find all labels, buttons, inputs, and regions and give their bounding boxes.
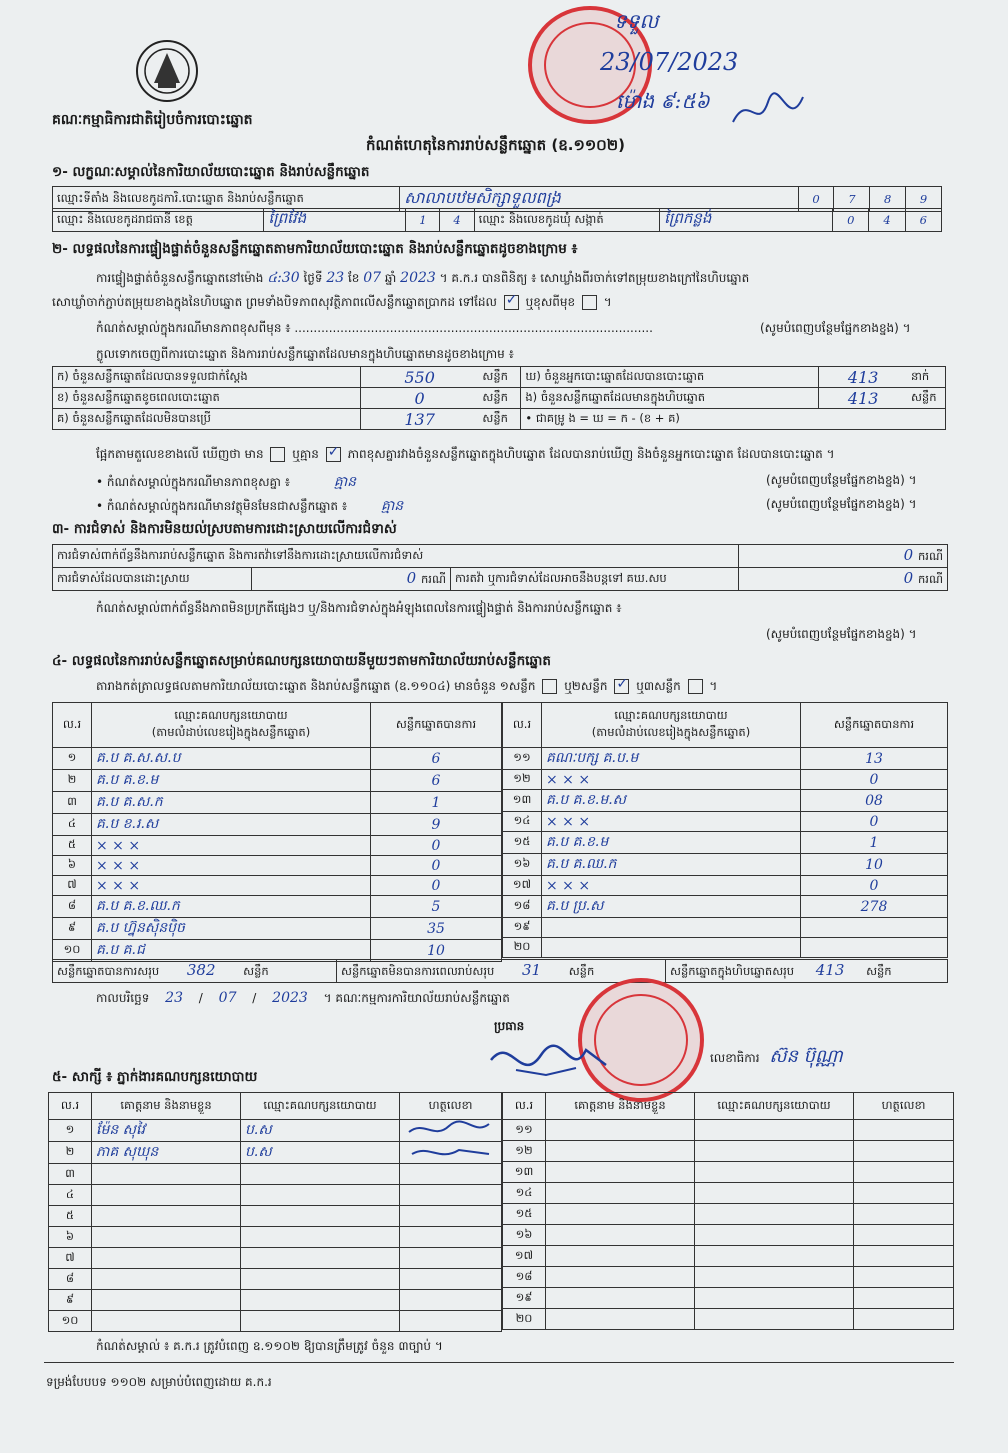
party-results-right <box>502 702 948 958</box>
party-name: គ.ប គ.ជ <box>92 940 371 962</box>
date-year: 2023 <box>272 990 308 1006</box>
witness-party <box>695 1309 854 1330</box>
witness-name <box>546 1204 695 1225</box>
form-title: កំណត់ហេតុនៃការរាប់សន្លឹកឆ្នោត (ឧ.១១០២) <box>366 136 626 154</box>
commune-code-3: 6 <box>905 209 941 232</box>
party-row <box>503 832 948 854</box>
witness-signature <box>854 1288 954 1309</box>
secretary-line: លេខាធិការ ស៊ន ប៊ុណ្ណា <box>710 1046 843 1067</box>
section1-heading: ១- លក្ខណៈសម្គាល់នៃការិយាល័យបោះឆ្នោត និងរាប់សន្លឹកឆ្នោត <box>52 164 370 180</box>
witness-name: ម៉ែន សុវៃ <box>92 1120 241 1142</box>
resolved-label: ការជំទាស់ដែលបានដោះស្រាយ <box>53 568 252 591</box>
witness-party <box>241 1164 400 1185</box>
secretary-name: ស៊ន ប៊ុណ្ណា <box>769 1046 843 1067</box>
party-row <box>53 814 502 836</box>
witness-signature <box>854 1309 954 1330</box>
note-a-fill: (សូមបំពេញបន្ថែមផ្នែកខាងខ្នង) ។ <box>766 473 917 487</box>
receipt-note-date: 23/07/2023 <box>600 48 739 76</box>
party-name: គ.ប គ.ស.ក <box>92 792 371 814</box>
row-number: ៨ <box>53 896 92 918</box>
objection-label: ការជំទាស់ពាក់ព័ន្ធនឹងការរាប់សន្លឹកឆ្នោត និងការតវ៉ាទៅនឹងការដោះស្រាយលើការជំទាស់ <box>53 545 739 568</box>
row-number: ១៧ <box>503 876 542 896</box>
total-valid-value: 382 <box>186 961 216 979</box>
row-number: ៦ <box>53 856 92 876</box>
location-value: សាលាបឋមសិក្សាទួលពង្រ <box>400 187 798 212</box>
row-number: ១៧ <box>503 1246 546 1267</box>
objection-fill: (សូមបំពេញបន្ថែមផ្នែកខាងខ្នង) ។ <box>766 627 917 641</box>
party-votes: 10 <box>801 854 948 876</box>
witness-party <box>695 1141 854 1162</box>
witness-row <box>503 1162 954 1183</box>
witness-name <box>546 1267 695 1288</box>
party-votes: 10 <box>371 940 502 962</box>
row-number: ២០ <box>503 1309 546 1330</box>
witness-signature <box>854 1225 954 1246</box>
row-number: ៧ <box>53 876 92 896</box>
witness-party <box>241 1311 400 1332</box>
witness-name <box>92 1290 241 1311</box>
witness-signature <box>400 1269 502 1290</box>
row-number: ១១ <box>503 1120 546 1141</box>
row-number: ១៣ <box>503 790 542 812</box>
row-number: ១៤ <box>503 812 542 832</box>
has-difference-checkbox[interactable] <box>270 447 285 462</box>
party-row <box>53 876 502 896</box>
date-line: កាលបរិច្ឆេទ 23 / 07 / 2023 ។ គណៈកម្មការការិយាល័យរាប់សន្លឹកឆ្នោត <box>96 990 510 1006</box>
appeal-value: 0 ករណី <box>739 568 948 591</box>
party-votes: 5 <box>371 896 502 918</box>
col-party: ឈ្មោះគណបក្សនយោបាយ (តាមលំដាប់លេខរៀងក្នុងសន្លឹកឆ្នោត) <box>542 703 801 748</box>
witness-signature <box>400 1227 502 1248</box>
party-row <box>503 854 948 876</box>
col-name: គោត្តនាម និងនាមខ្លួន <box>546 1093 695 1120</box>
witness-party <box>241 1206 400 1227</box>
row-number: ១៥ <box>503 1204 546 1225</box>
box-ballots-value: 413 <box>819 388 907 409</box>
two-sheet-checkbox[interactable] <box>614 679 629 694</box>
witness-row <box>503 1204 954 1225</box>
compare-line: ផ្អែកតាមតួលេខខាងលើ ឃើញថា មាន ឬគ្មាន ✓ ភាពខុសគ្នារវាងចំនួនសន្លឹកឆ្នោតក្នុងហិបឆ្នោត ដែលបានរាប់ឃើញ និងចំនួនអ្នកបោះឆ្នោត ដែលបានបោះឆ្នោត ។ <box>96 446 835 464</box>
party-votes: 0 <box>371 876 502 896</box>
col-signature: ហត្ថលេខា <box>854 1093 954 1120</box>
chief-signature <box>486 1030 616 1090</box>
witness-row <box>49 1185 502 1206</box>
witness-row <box>49 1248 502 1269</box>
witness-name <box>546 1183 695 1204</box>
date-month: 07 <box>218 990 237 1006</box>
col-votes: សន្លឹកឆ្នោតបានការ <box>801 703 948 748</box>
party-row <box>503 896 948 918</box>
party-name: គ.ប គ.ស.ស.ប <box>92 748 371 770</box>
commune-code-2: 4 <box>869 209 905 232</box>
party-row <box>53 748 502 770</box>
party-votes: 0 <box>371 856 502 876</box>
unused-ballots-value: 137 <box>360 409 478 430</box>
footer-divider <box>44 1362 954 1363</box>
party-votes <box>801 918 948 938</box>
witness-name <box>546 1225 695 1246</box>
verify-month: 07 <box>363 270 382 286</box>
row-number: ៩ <box>49 1290 92 1311</box>
formula-text: • ជាគម្រូ ង = ឃ = ក - (ខ + គ) <box>521 409 946 430</box>
witness-party <box>695 1120 854 1141</box>
witness-party <box>241 1185 400 1206</box>
witness-party <box>695 1288 854 1309</box>
witness-signature <box>854 1204 954 1225</box>
receipt-signature <box>728 82 808 142</box>
witness-name <box>92 1164 241 1185</box>
section4-heading: ៤- លទ្ធផលនៃការរាប់សន្លឹកឆ្នោតសម្រាប់គណបក្សនយោបាយនីមួយៗតាមការិយាល័យរាប់សន្លឹកឆ្នោត <box>52 653 551 669</box>
difference-fill-note: (សូមបំពេញបន្ថែមផ្នែកខាងខ្នង) ។ <box>760 321 911 335</box>
section3-heading: ៣- ការជំទាស់ និងការមិនយល់ស្របតាមការដោះស្រាយលើការជំទាស់ <box>52 521 397 537</box>
org-name: គណៈកម្មាធិការជាតិរៀបចំការបោះឆ្នោត <box>52 112 253 128</box>
party-row <box>53 792 502 814</box>
party-name <box>542 918 801 938</box>
witness-name: ភាគ សុឃុន <box>92 1142 241 1164</box>
witness-signature <box>854 1183 954 1204</box>
witness-row <box>49 1311 502 1332</box>
row-number: ១០ <box>53 940 92 962</box>
row-number: ១៨ <box>503 896 542 918</box>
witness-name <box>546 1309 695 1330</box>
note-b-line: • កំណត់សម្គាល់ក្នុងករណីមានវត្ថុមិនមែនជាសន្លឹកឆ្នោត ៖ គ្មាន <box>96 498 404 514</box>
appeal-label: ការតវ៉ា ឬការជំទាស់ដែលអាចនឹងបន្តទៅ គឃ.សប <box>451 568 739 591</box>
witness-name <box>92 1269 241 1290</box>
row-number: ១៥ <box>503 832 542 854</box>
witness-row <box>503 1120 954 1141</box>
party-name: × × × <box>92 876 371 896</box>
province-label: ឈ្មោះ និងលេខកូដរាជធានី ខេត្ត <box>53 209 264 232</box>
party-results-left <box>52 702 502 962</box>
witness-name <box>92 1248 241 1269</box>
witness-party <box>241 1248 400 1269</box>
verify-time: ៤:30 <box>267 270 300 286</box>
party-name: គ.ប ខ.រ.ស <box>92 814 371 836</box>
seal-changed-checkbox[interactable] <box>582 295 597 310</box>
party-votes: 9 <box>371 814 502 836</box>
witness-name <box>92 1227 241 1248</box>
col-party: ឈ្មោះគណបក្សនយោបាយ (តាមលំដាប់លេខរៀងក្នុងសន្លឹកឆ្នោត) <box>92 703 371 748</box>
resolved-value: 0 ករណី <box>252 568 451 591</box>
party-name: គ.ប ប្រ.ស <box>542 896 801 918</box>
witness-party <box>241 1269 400 1290</box>
party-row <box>53 836 502 856</box>
witness-signature <box>400 1311 502 1332</box>
party-votes: 13 <box>801 748 948 770</box>
witness-signature <box>854 1267 954 1288</box>
witness-signature-2 <box>404 1142 494 1164</box>
party-votes <box>801 938 948 958</box>
party-votes: 6 <box>371 748 502 770</box>
party-votes: 0 <box>801 812 948 832</box>
section2-heading: ២- លទ្ធផលនៃការផ្ទៀងផ្ទាត់ចំនួនសន្លឹកឆ្នោតតាមការិយាល័យបោះឆ្នោត និងរាប់សន្លឹកឆ្នោតដូចខាងក្រោម ៖ <box>52 241 578 257</box>
party-name: គ.ប គ.ខ.ម <box>92 770 371 792</box>
one-sheet-checkbox[interactable] <box>542 679 557 694</box>
received-ballots-value: 550 <box>360 367 478 388</box>
party-row <box>503 876 948 896</box>
row-number: ១៣ <box>503 1162 546 1183</box>
witness-name <box>92 1311 241 1332</box>
nec-emblem-icon <box>134 38 200 104</box>
witness-row <box>503 1183 954 1204</box>
receipt-note-time: ម៉ោង ៩:៥៦ <box>616 89 710 113</box>
party-votes: 0 <box>371 836 502 856</box>
row-number: ១ <box>49 1120 92 1142</box>
witness-row <box>503 1246 954 1267</box>
party-row <box>53 856 502 876</box>
party-row <box>53 770 502 792</box>
party-votes: 278 <box>801 896 948 918</box>
party-name: × × × <box>92 856 371 876</box>
commune-label: ឈ្មោះ និងលេខកូដឃុំ សង្កាត់ <box>474 209 659 232</box>
province-value: ព្រៃវែង <box>264 209 406 232</box>
voters-value: 413 <box>819 367 907 388</box>
chief-label: ប្រធាន <box>494 1019 525 1033</box>
province-code-1: 1 <box>406 209 440 232</box>
total-invalid-value: 31 <box>521 961 542 979</box>
row-number: ៩ <box>53 918 92 940</box>
col-name: គោត្តនាម និងនាមខ្លួន <box>92 1093 241 1120</box>
witness-name <box>546 1141 695 1162</box>
form-reference: ទម្រង់បែបបទ ១១០២ សម្រាប់បំពេញដោយ គ.ក.រ <box>46 1375 272 1389</box>
voters-label: ឃ) ចំនួនអ្នកបោះឆ្នោតដែលបានបោះឆ្នោត <box>521 367 819 388</box>
row-number: ១៤ <box>503 1183 546 1204</box>
party-votes: 1 <box>371 792 502 814</box>
row-number: ៤ <box>53 814 92 836</box>
witness-row <box>503 1288 954 1309</box>
row-number: ៣ <box>49 1164 92 1185</box>
spoiled-ballots-label: ខ) ចំនួនសន្លឹកឆ្នោតខូចពេលបោះឆ្នោត <box>53 388 361 409</box>
total-valid: សន្លឹកឆ្នោតបានការសរុប 382 សន្លឹក <box>53 960 337 983</box>
row-number: ១៩ <box>503 918 542 938</box>
row-number: ២០ <box>503 938 542 958</box>
party-row <box>503 812 948 832</box>
party-name: × × × <box>542 876 801 896</box>
col-party: ឈ្មោះគណបក្សនយោបាយ <box>695 1093 854 1120</box>
location-code-1: 0 <box>798 187 834 212</box>
witness-signature <box>400 1185 502 1206</box>
party-votes: 0 <box>801 770 948 790</box>
witness-name <box>546 1288 695 1309</box>
row-number: ១ <box>53 748 92 770</box>
witness-name <box>546 1246 695 1267</box>
objection-value: 0 ករណី <box>739 545 948 568</box>
party-name: គ.ប គ.ខ.ម.ស <box>542 790 801 812</box>
party-name: គ.ប ហ្វ៊ុនស៊ិនប៉ិច <box>92 918 371 940</box>
verify-year: 2023 <box>400 270 436 286</box>
party-row <box>503 938 948 958</box>
verify-day: 23 <box>326 270 345 286</box>
footer-note: កំណត់សម្គាល់ ៖ គ.ក.រ ត្រូវបំពេញ ឧ.១១០២ ឱ្យបានត្រឹមត្រូវ ចំនួន ៣ច្បាប់ ។ <box>96 1339 443 1353</box>
row-number: ១៩ <box>503 1288 546 1309</box>
party-votes: 35 <box>371 918 502 940</box>
witness-signature <box>854 1141 954 1162</box>
witness-party: ប.ស <box>241 1120 400 1142</box>
party-row <box>503 770 948 790</box>
row-number: ៥ <box>53 836 92 856</box>
row-number: ១១ <box>503 748 542 770</box>
col-no: ល.រ <box>503 1093 546 1120</box>
witness-party <box>695 1225 854 1246</box>
col-no: ល.រ <box>49 1093 92 1120</box>
party-name: × × × <box>542 812 801 832</box>
section1-table-row2 <box>52 208 942 232</box>
date-day: 23 <box>165 990 183 1006</box>
spoiled-ballots-value: 0 <box>360 388 478 409</box>
witness-name <box>92 1185 241 1206</box>
row-number: ៦ <box>49 1227 92 1248</box>
total-invalid: សន្លឹកឆ្នោតមិនបានការពេលរាប់សរុប 31 សន្លឹក <box>337 960 666 983</box>
total-box-value: 413 <box>815 961 845 979</box>
location-code-4: 9 <box>906 187 942 212</box>
objection-table <box>52 544 948 591</box>
col-signature: ហត្ថលេខា <box>400 1093 502 1120</box>
total-box: សន្លឹកឆ្នោតក្នុងហិបឆ្នោតសរុប 413 សន្លឹក <box>666 960 948 983</box>
note-b-fill: (សូមបំពេញបន្ថែមផ្នែកខាងខ្នង) ។ <box>766 497 917 511</box>
commune-code-1: 0 <box>833 209 869 232</box>
verification-line: ការផ្ទៀងផ្ទាត់ចំនួនសន្លឹកឆ្នោតនៅម៉ោង ៤:30 ថ្ងៃទី 23 ខែ 07 ឆ្នាំ 2023 ។ គ.ក.រ បានពិនិត្យ ៖ សោឃ្លាំងពីរចាក់ទៅតម្រុយខាងក្រៅនៃហិបឆ្នោត <box>96 270 750 286</box>
witness-party <box>695 1246 854 1267</box>
location-code-3: 8 <box>870 187 906 212</box>
witness-name <box>92 1206 241 1227</box>
col-votes: សន្លឹកឆ្នោតបានការ <box>371 703 502 748</box>
results-intro: ក្លូលទោកចេញពីការបោះឆ្នោត និងការរាប់សន្លឹកឆ្នោតដែលមានក្នុងហិបឆ្នោតមានដូចខាងក្រោម ៖ <box>96 347 514 361</box>
box-ballots-label: ង) ចំនួនសន្លឹកឆ្នោតដែលមានក្នុងហិបឆ្នោត <box>521 388 819 409</box>
witness-party <box>695 1267 854 1288</box>
witness-row <box>49 1227 502 1248</box>
witness-table-right <box>502 1092 954 1330</box>
witness-row <box>49 1206 502 1227</box>
receipt-note-top: ទទួល <box>614 9 659 33</box>
witness-party <box>241 1290 400 1311</box>
row-number: ១៦ <box>503 854 542 876</box>
row-number: ១២ <box>503 770 542 790</box>
witness-row <box>503 1141 954 1162</box>
province-code-2: 4 <box>440 209 474 232</box>
section5-heading: ៥- សាក្សី ៖ ភ្នាក់ងារគណបក្សនយោបាយ <box>52 1069 258 1085</box>
row-number: ១៦ <box>503 1225 546 1246</box>
totals-row <box>52 959 948 983</box>
party-name: គ.ប គ.ខ.ម <box>542 832 801 854</box>
witness-row <box>503 1225 954 1246</box>
witness-party <box>695 1183 854 1204</box>
party-votes: 08 <box>801 790 948 812</box>
col-no: ល.រ <box>503 703 542 748</box>
witness-signature <box>400 1248 502 1269</box>
tally-intro: តារាងកត់ត្រាលទ្ធផលតាមការិយាល័យបោះឆ្នោត និងរាប់សន្លឹកឆ្នោត (ឧ.១១០៤) មានចំនួន ១សន្លឹក ឬ២សន្លឹក ✓ ឬ៣សន្លឹក ។ <box>96 678 717 696</box>
party-name: គណៈបក្ស គ.ប.ម <box>542 748 801 770</box>
seal-line: សោឃ្លាំចាក់ភ្ជាប់តម្រុយខាងក្នុងនៃហិបឆ្នោត ព្រមទាំងបិទភាពសុវត្ថិភាពលើសន្លឹកឆ្នោតប្រាកដ ទៅដែល ✓ ឬខុសពីមុខ ។ <box>52 294 612 312</box>
unused-ballots-label: គ) ចំនួនសន្លឹកឆ្នោតដែលមិនបានប្រើ <box>53 409 361 430</box>
party-name <box>542 938 801 958</box>
row-number: ៨ <box>49 1269 92 1290</box>
party-row <box>503 790 948 812</box>
row-number: ៣ <box>53 792 92 814</box>
party-row <box>503 748 948 770</box>
witness-signature <box>854 1162 954 1183</box>
row-number: ១៨ <box>503 1267 546 1288</box>
witness-party <box>695 1204 854 1225</box>
three-sheet-checkbox[interactable] <box>688 679 703 694</box>
party-votes: 0 <box>801 876 948 896</box>
witness-row <box>503 1267 954 1288</box>
received-ballots-label: ក) ចំនួនសន្លឹកឆ្នោតដែលបានទទួលជាក់ស្តែង <box>53 367 361 388</box>
party-row <box>53 918 502 940</box>
row-number: ២ <box>49 1142 92 1164</box>
row-number: ១២ <box>503 1141 546 1162</box>
witness-party <box>241 1227 400 1248</box>
row-number: ៤ <box>49 1185 92 1206</box>
witness-party: ប.ស <box>241 1142 400 1164</box>
party-votes: 1 <box>801 832 948 854</box>
objection-note: កំណត់សម្គាល់ពាក់ព័ន្ធនឹងភាពមិនប្រក្រតីផ្សេងៗ ឬ/និងការជំទាស់ក្នុងអំឡុងពេលនៃការផ្ទៀងផ្ទាត់ និងការរាប់សន្លឹកឆ្នោត ៖ <box>96 601 622 615</box>
party-votes: 6 <box>371 770 502 792</box>
seal-intact-checkbox[interactable] <box>504 295 519 310</box>
party-name: គ.ប គ.ខ.ឈ.ក <box>92 896 371 918</box>
row-number: ៧ <box>49 1248 92 1269</box>
row-number: ២ <box>53 770 92 792</box>
witness-signature <box>400 1206 502 1227</box>
commune-value: ព្រៃកន្លង់ <box>660 209 833 232</box>
difference-note-line: កំណត់សម្គាល់ក្នុងករណីមានភាពខុសពីមុន ៖ .............................................................................................. <box>96 321 653 335</box>
party-name: × × × <box>542 770 801 790</box>
witness-signature <box>854 1120 954 1141</box>
note-a-value: គ្មាន <box>333 474 357 490</box>
witness-name <box>546 1162 695 1183</box>
row-number: ១០ <box>49 1311 92 1332</box>
witness-row <box>49 1164 502 1185</box>
witness-row <box>503 1309 954 1330</box>
party-name: × × × <box>92 836 371 856</box>
witness-row <box>49 1290 502 1311</box>
row-number: ៥ <box>49 1206 92 1227</box>
witness-signature-1 <box>404 1118 494 1142</box>
location-label: ឈ្មោះទីតាំង និងលេខកូដការិ.បោះឆ្នោត និងរាប់សន្លឹកឆ្នោត <box>53 187 400 212</box>
party-row <box>503 918 948 938</box>
no-difference-checkbox[interactable] <box>326 447 341 462</box>
col-party: ឈ្មោះគណបក្សនយោបាយ <box>241 1093 400 1120</box>
ballot-count-table: ក) ចំនួនសន្លឹកឆ្នោតដែលបានទទួលជាក់ស្តែង 550 សន្លឹក ឃ) ចំនួនអ្នកបោះឆ្នោតដែលបានបោះឆ្នោត 413 នាក់ ខ) ចំនួនសន្លឹកឆ្នោតខូចពេលបោះឆ្នោត 0 សន្លឹក ង) ចំនួនសន្លឹកឆ្នោតដែលមានក្នុងហិបឆ្នោត 413 សន្លឹក គ) ចំនួនសន្លឹកឆ្នោតដែលមិនបានប្រើ 137 សន្លឹក • ជាគម្រូ ង = ឃ = ក - (ខ + គ) <box>52 366 946 430</box>
witness-signature <box>400 1290 502 1311</box>
note-a-line: • កំណត់សម្គាល់ក្នុងករណីមានភាពខុសគ្នា ៖ គ្មាន <box>96 474 357 490</box>
witness-signature <box>400 1164 502 1185</box>
party-row <box>53 896 502 918</box>
witness-name <box>546 1120 695 1141</box>
witness-row <box>49 1269 502 1290</box>
location-code-2: 7 <box>834 187 870 212</box>
party-name: គ.ប គ.ឈ.ក <box>542 854 801 876</box>
col-no: ល.រ <box>53 703 92 748</box>
witness-signature <box>854 1246 954 1267</box>
witness-party <box>695 1162 854 1183</box>
note-b-value: គ្មាន <box>380 498 404 514</box>
